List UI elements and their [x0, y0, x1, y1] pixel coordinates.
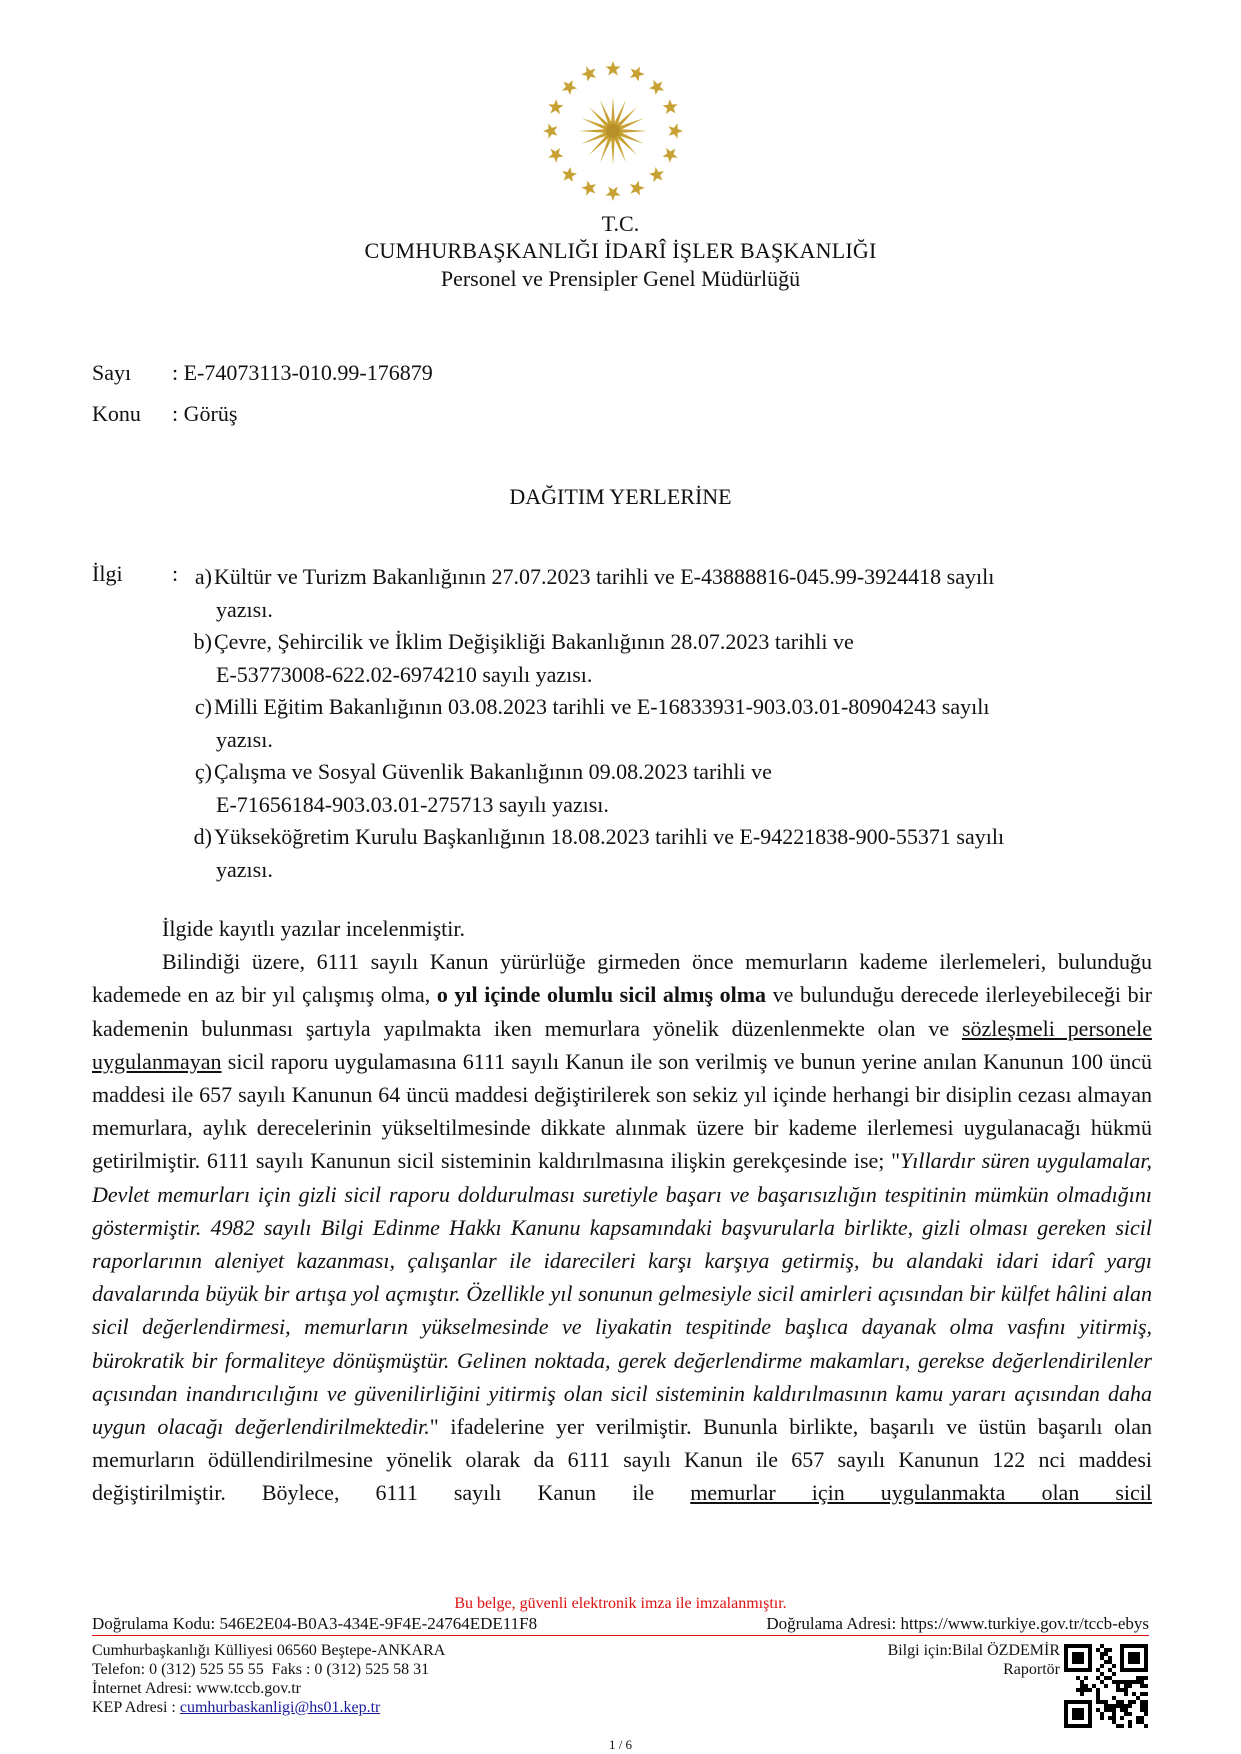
- qr-module: [1116, 1700, 1120, 1704]
- qr-module: [1112, 1704, 1116, 1708]
- qr-module: [1076, 1688, 1080, 1692]
- qr-module: [1140, 1680, 1144, 1684]
- emblem-star: [663, 148, 678, 163]
- qr-module: [1124, 1704, 1128, 1708]
- body-paragraph: [92, 945, 1152, 1509]
- qr-module: [1144, 1708, 1148, 1712]
- qr-module: [1128, 1720, 1132, 1724]
- qr-module: [1132, 1700, 1136, 1704]
- qr-module: [1084, 1684, 1088, 1688]
- qr-module: [1144, 1704, 1148, 1708]
- qr-module: [1144, 1724, 1148, 1728]
- qr-module: [1128, 1680, 1132, 1684]
- qr-module: [1104, 1700, 1108, 1704]
- qr-module: [1140, 1704, 1144, 1708]
- qr-module: [1100, 1712, 1104, 1716]
- verification-address[interactable]: Doğrulama Adresi: https://www.turkiye.gov.tr/tccb-ebys: [766, 1614, 1149, 1633]
- emblem-star: [581, 66, 596, 81]
- qr-module: [1116, 1724, 1120, 1728]
- qr-module: [1100, 1652, 1104, 1656]
- qr-module: [1128, 1700, 1132, 1704]
- qr-module: [1140, 1676, 1144, 1680]
- qr-module: [1136, 1696, 1140, 1700]
- emblem-star: [669, 123, 683, 138]
- qr-module: [1132, 1692, 1136, 1696]
- qr-module: [1108, 1660, 1112, 1664]
- qr-module: [1080, 1692, 1084, 1696]
- qr-module: [1104, 1660, 1108, 1664]
- qr-module: [1140, 1708, 1144, 1712]
- qr-module: [1100, 1656, 1104, 1660]
- qr-module: [1140, 1692, 1144, 1696]
- qr-module: [1112, 1708, 1116, 1712]
- ilgi-item-line: Yükseköğretim Kurulu Başkanlığının 18.08.2023 tarihli ve E-94221838-900-55371 sayılı: [214, 824, 1005, 849]
- ilgi-item-line: Çevre, Şehircilik ve İklim Değişikliği Bakanlığının 28.07.2023 tarihli ve: [214, 629, 854, 654]
- qr-module: [1108, 1716, 1112, 1720]
- bold-phrase: o yıl içinde olumlu sicil almış olma: [436, 982, 767, 1008]
- qr-module: [1084, 1676, 1088, 1680]
- qr-module: [1116, 1684, 1120, 1688]
- qr-module: [1112, 1680, 1116, 1684]
- qr-module: [1120, 1704, 1124, 1708]
- qr-module: [1144, 1684, 1148, 1688]
- qr-module: [1124, 1692, 1128, 1696]
- qr-module: [1140, 1700, 1144, 1704]
- header-unit: Personel ve Prensipler Genel Müdürlüğü: [440, 266, 801, 291]
- qr-module: [1124, 1708, 1128, 1712]
- qr-module: [1096, 1668, 1100, 1672]
- contact-person: [770, 1641, 1060, 1679]
- qr-module: [1136, 1676, 1140, 1680]
- qr-module: [1112, 1672, 1116, 1676]
- body-paragraph: [92, 912, 1152, 945]
- qr-module: [1100, 1680, 1104, 1684]
- qr-module: [1076, 1676, 1080, 1680]
- emblem-star: [543, 123, 557, 138]
- qr-module: [1104, 1708, 1108, 1712]
- qr-module: [1080, 1688, 1084, 1692]
- qr-module: [1100, 1664, 1104, 1668]
- qr-module: [1104, 1652, 1108, 1656]
- qr-module: [1120, 1708, 1124, 1712]
- konu-label: Konu: [92, 401, 141, 426]
- qr-module: [1096, 1700, 1100, 1704]
- qr-module: [1136, 1716, 1140, 1720]
- emblem-star: [605, 187, 620, 201]
- qr-module: [1144, 1712, 1148, 1716]
- emblem-star: [548, 99, 563, 114]
- qr-module: [1120, 1716, 1124, 1720]
- ilgi-colon: :: [172, 561, 179, 586]
- qr-module: [1108, 1656, 1112, 1660]
- info-person: Bilgi için:Bilal ÖZDEMİR: [887, 1642, 1060, 1659]
- qr-module: [1124, 1684, 1128, 1688]
- qr-module: [1096, 1648, 1100, 1652]
- ilgi-item-line: Milli Eğitim Bakanlığının 03.08.2023 tarihli ve E-16833931-903.03.01-80904243 sayılı: [214, 694, 990, 719]
- qr-module: [1140, 1684, 1144, 1688]
- emblem-sun-core: [606, 124, 620, 138]
- qr-module: [1104, 1684, 1108, 1688]
- qr-module: [1104, 1704, 1108, 1708]
- qr-module: [1144, 1692, 1148, 1696]
- header-institution: CUMHURBAŞKANLIĞI İDARÎ İŞLER BAŞKANLIĞI: [364, 238, 877, 263]
- qr-module: [1080, 1684, 1084, 1688]
- paragraph-text: " ifadelerine yer verilmiştir. Bununla birlikte, başarılı ve üstün başarılı olan memurların ödüllendirilmesine yönelik olarak da 6111 sayılı Kanun ile 657 sayılı Kanunun 122 nci maddesi değiştirilmiştir. Böylece, 6111 sayılı Kanun ile: [92, 1414, 1152, 1506]
- ilgi-item-line: Kültür ve Turizm Bakanlığının 27.07.2023 tarihli ve E-43888816-045.99-3924418 sayılı: [214, 564, 995, 589]
- underlined-phrase: memurlar için uygulanmakta olan sicil: [690, 1480, 1153, 1506]
- qr-module: [1088, 1688, 1092, 1692]
- paragraph-text: Bilindiği üzere, 6111 sayılı Kanun yürürlüğe girmeden önce memurların kademe ilerlemeleri, bulunduğu kademede en az bir yıl çalışmış olma,: [92, 949, 1152, 1008]
- ilgi-item-letter: b): [193, 629, 212, 654]
- qr-module: [1128, 1724, 1132, 1728]
- paragraph-text: sicil raporu uygulamasına 6111 sayılı Kanun ile son verilmiş ve bunun yerine anılan Kanunun 100 üncü maddesi ile 657 sayılı Kanunun 64 üncü maddesi değiştirilerek son sekiz yıl içinde herhangi bir disiplin cezası almayan memurlara, aylık derecelerinin yükseltilmesinde dikkate alınmak üzere bir kademe ilerlemesi uygulanacağı hükmü getirilmiştir. 6111 sayılı Kanunun sicil sisteminin kaldırılmasına ilişkin gerekçesinde ise; ": [92, 1048, 1152, 1174]
- qr-module: [1132, 1680, 1136, 1684]
- qr-module: [1096, 1708, 1100, 1712]
- contact-info: [92, 1641, 445, 1717]
- ilgi-item-line: yazısı.: [216, 726, 273, 752]
- qr-module: [1116, 1688, 1120, 1692]
- header-country: T.C.: [601, 211, 640, 236]
- emblem-star: [581, 181, 596, 196]
- emblem-star: [630, 181, 645, 196]
- qr-module: [1120, 1700, 1124, 1704]
- qr-finder-center: [1128, 1652, 1140, 1664]
- ilgi-item-line: yazısı.: [216, 856, 273, 882]
- emblem-star: [562, 80, 577, 95]
- qr-module: [1112, 1716, 1116, 1720]
- kep-label: KEP Adresi :: [92, 1699, 180, 1716]
- letter-body: [92, 912, 1152, 1510]
- ilgi-item: [186, 691, 1106, 756]
- ilgi-item: [186, 821, 1106, 886]
- qr-module: [1128, 1684, 1132, 1688]
- ilgi-item-letter: ç): [194, 759, 212, 784]
- internet-address: İnternet Adresi: www.tccb.gov.tr: [92, 1680, 301, 1697]
- qr-module: [1116, 1704, 1120, 1708]
- info-role: Raportör: [1003, 1661, 1060, 1678]
- ilgi-item-line: Çalışma ve Sosyal Güvenlik Bakanlığının 09.08.2023 tarihli ve: [214, 759, 772, 784]
- qr-module: [1144, 1700, 1148, 1704]
- qr-module: [1128, 1712, 1132, 1716]
- verification-code: Doğrulama Kodu: 546E2E04-B0A3-434E-9F4E-24764EDE11F8: [92, 1614, 538, 1633]
- e-signature-note: Bu belge, güvenli elektronik imza ile imzalanmıştır.: [454, 1595, 787, 1612]
- qr-module: [1112, 1712, 1116, 1716]
- qr-module: [1140, 1716, 1144, 1720]
- qr-module: [1108, 1704, 1112, 1708]
- qr-module: [1124, 1688, 1128, 1692]
- qr-module: [1096, 1676, 1100, 1680]
- quoted-rationale: Yıllardır süren uygulamalar, Devlet memurları için gizli sicil raporu doldurulması suretiyle başarı ve başarısızlığın tespitinin mümkün olmadığını göstermiştir. 4982 sayılı Bilgi Edinme Hakkı Kanunu kapsamındaki başvurularla birlikte, gizli olması gereken sicil raporlarının aleniyet kazanması, çalışanlar ile idarecileri karşı karşıya getirmiş, bu alandaki idari idarî yargı davalarında büyük bir artışa yol açmıştır. Özellikle yıl sonunun gelmesiyle sicil amirleri açısından bir külfet hâlini alan sicil değerlendirmesi, memurların yükselmesinde ve liyakatin tespitinde başlıca dayanak olma vasfını yitirmiş, bürokratik bir formaliteye dönüşmüştür. Gelinen noktada, gerek değerlendirme makamları, gerekse değerlendirilenler açısından inandırıcılığını ve güvenilirliğini yitirmiş olan sicil sisteminin kaldırılmasının kamu yararı açısından daha uygun olacağı değerlendirilmektedir.: [92, 1148, 1152, 1440]
- qr-module: [1080, 1680, 1084, 1684]
- qr-module: [1100, 1716, 1104, 1720]
- qr-module: [1140, 1720, 1144, 1724]
- qr-module: [1092, 1684, 1096, 1688]
- underlined-phrase: sözleşmeli personele uygulanmayan: [92, 1015, 1152, 1074]
- sayi-value: : E-74073113-010.99-176879: [172, 360, 433, 385]
- ilgi-item-letter: a): [194, 564, 212, 589]
- qr-module: [1120, 1724, 1124, 1728]
- emblem-star: [605, 61, 620, 75]
- qr-module: [1100, 1700, 1104, 1704]
- qr-module: [1124, 1712, 1128, 1716]
- footer-divider: [92, 1635, 1149, 1636]
- qr-module: [1136, 1720, 1140, 1724]
- emblem-star: [548, 148, 563, 163]
- kep-link[interactable]: cumhurbaskanligi@hs01.kep.tr: [179, 1699, 381, 1716]
- qr-module: [1112, 1720, 1116, 1724]
- qr-module: [1100, 1644, 1104, 1648]
- page-number: 1 / 6: [608, 1737, 633, 1752]
- qr-finder-center: [1072, 1652, 1084, 1664]
- ilgi-item: [186, 561, 1106, 626]
- qr-finder-center: [1072, 1708, 1084, 1720]
- emblem-star: [649, 167, 664, 182]
- qr-module: [1104, 1648, 1108, 1652]
- konu-value: : Görüş: [172, 401, 238, 426]
- qr-module: [1096, 1692, 1100, 1696]
- qr-module: [1108, 1668, 1112, 1672]
- ilgi-item: [186, 626, 1106, 691]
- emblem-star: [562, 167, 577, 182]
- qr-module: [1084, 1688, 1088, 1692]
- ilgi-item-line: E-53773008-622.02-6974210 sayılı yazısı.: [216, 661, 593, 687]
- presidential-emblem-icon: [540, 58, 686, 204]
- qr-module: [1116, 1680, 1120, 1684]
- ilgi-item-letter: d): [193, 824, 212, 849]
- paragraph-text: İlgide kayıtlı yazılar incelenmiştir.: [162, 916, 466, 941]
- ilgi-list: [186, 561, 1106, 886]
- qr-code-icon: [1064, 1644, 1148, 1728]
- qr-module: [1144, 1676, 1148, 1680]
- qr-module: [1112, 1696, 1116, 1700]
- ilgi-item-line: yazısı.: [216, 596, 273, 622]
- qr-module: [1100, 1672, 1104, 1676]
- paragraph-text: ve bulunduğu derecede ilerleyebileceği bir kademenin bulunması şartıyla yapılmakta iken memurlara yönelik düzenlenmekte olan ve: [92, 982, 1153, 1041]
- postal-address: Cumhurbaşkanlığı Külliyesi 06560 Beştepe-ANKARA: [92, 1642, 446, 1659]
- kep-address: [92, 1698, 445, 1717]
- qr-module: [1108, 1676, 1112, 1680]
- emblem-star: [649, 80, 664, 95]
- ilgi-item-letter: c): [194, 694, 212, 719]
- qr-module: [1104, 1676, 1108, 1680]
- qr-module: [1128, 1704, 1132, 1708]
- ilgi-item: [186, 756, 1106, 821]
- qr-module: [1120, 1688, 1124, 1692]
- qr-module: [1124, 1680, 1128, 1684]
- emblem-star: [630, 66, 645, 81]
- qr-module: [1136, 1680, 1140, 1684]
- recipient-heading: DAĞITIM YERLERİNE: [509, 484, 732, 509]
- qr-module: [1120, 1680, 1124, 1684]
- qr-module: [1096, 1688, 1100, 1692]
- sayi-label: Sayı: [92, 360, 132, 385]
- emblem-star: [663, 99, 678, 114]
- qr-module: [1108, 1708, 1112, 1712]
- phone-fax: Telefon: 0 (312) 525 55 55 Faks : 0 (312) 525 58 31: [92, 1661, 430, 1678]
- qr-module: [1096, 1696, 1100, 1700]
- qr-module: [1112, 1664, 1116, 1668]
- ilgi-label: İlgi: [92, 561, 123, 586]
- qr-module: [1108, 1648, 1112, 1652]
- ilgi-item-line: E-71656184-903.03.01-275713 sayılı yazısı.: [216, 791, 609, 817]
